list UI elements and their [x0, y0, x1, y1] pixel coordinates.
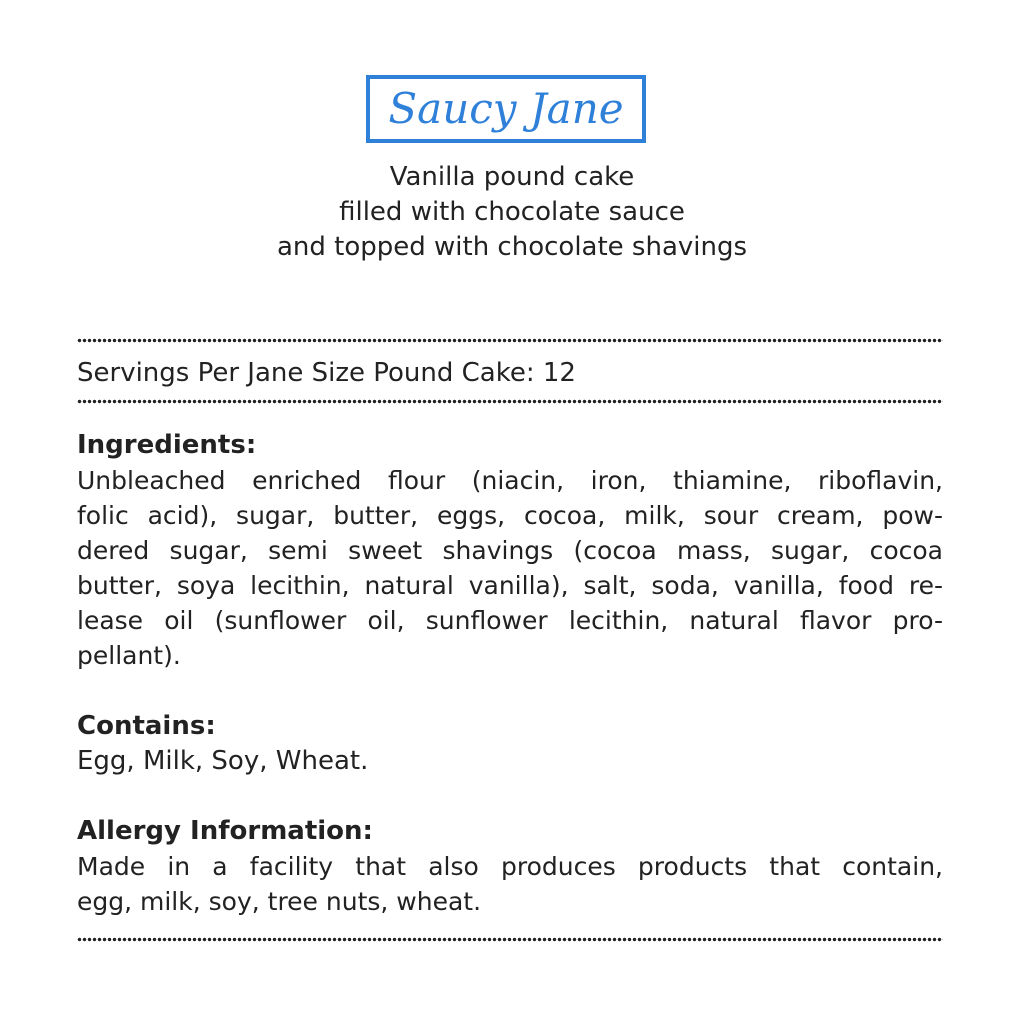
product-description — [0, 160, 1024, 265]
ingredients-line: pellant). — [77, 641, 181, 670]
brand-logo — [366, 75, 646, 143]
dotted-divider-bottom — [77, 937, 943, 942]
brand-name: Saucy Jane — [388, 84, 624, 133]
ingredients-section — [77, 428, 943, 673]
allergy-heading: Allergy Information: — [77, 816, 373, 846]
dotted-divider-servings — [77, 399, 943, 404]
allergy-line: Made in a facility that also produces products that contain, — [77, 852, 943, 881]
contains-section — [77, 709, 943, 779]
contains-heading: Contains: — [77, 711, 216, 741]
ingredients-line: folic acid), sugar, butter, eggs, cocoa, milk, sour cream, pow- — [77, 501, 943, 530]
tagline-line: and topped with chocolate shavings — [276, 232, 748, 262]
contains-list: Egg, Milk, Soy, Wheat. — [77, 746, 369, 776]
tagline-line: Vanilla pound cake — [389, 162, 635, 192]
ingredients-line: Unbleached enriched flour (niacin, iron, thiamine, riboflavin, — [77, 466, 943, 495]
ingredients-line: lease oil (sunflower oil, sunflower lecithin, natural flavor pro- — [77, 606, 943, 635]
servings-info: Servings Per Jane Size Pound Cake: 12 — [77, 358, 576, 388]
allergy-section — [77, 814, 943, 919]
ingredients-line: dered sugar, semi sweet shavings (cocoa mass, sugar, cocoa — [77, 536, 943, 565]
allergy-text — [77, 849, 943, 919]
tagline-line: filled with chocolate sauce — [339, 197, 685, 227]
ingredients-list — [77, 463, 943, 673]
allergy-line: egg, milk, soy, tree nuts, wheat. — [77, 887, 482, 916]
ingredients-line: butter, soya lecithin, natural vanilla), salt, soda, vanilla, food re- — [77, 571, 943, 600]
ingredients-heading: Ingredients: — [77, 430, 257, 460]
dotted-divider-top — [77, 338, 943, 343]
